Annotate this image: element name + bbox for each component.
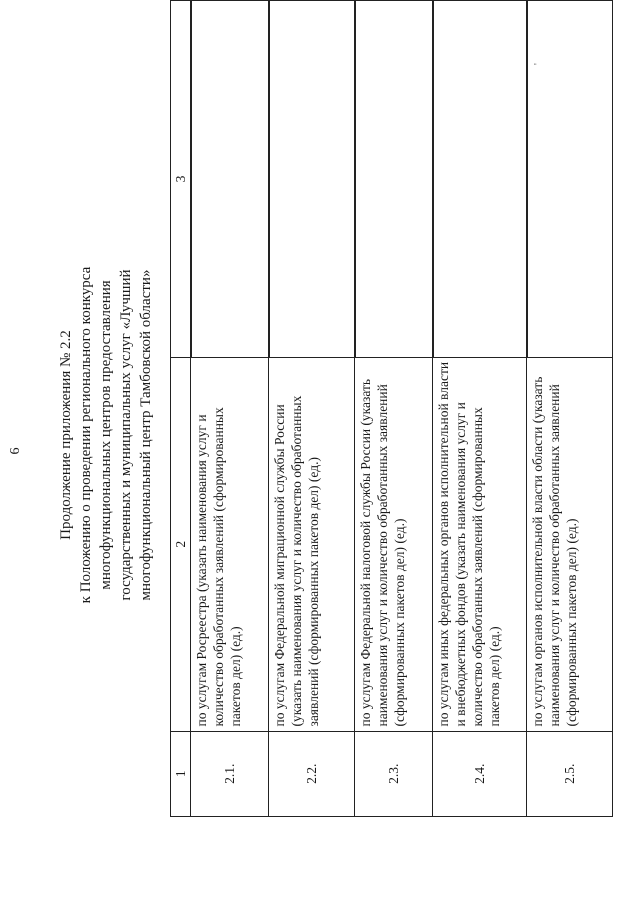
table-row xyxy=(269,1,355,817)
header-line: многофункциональный центр Тамбовской области» xyxy=(138,269,154,601)
row-description: по услугам иных федеральных органов исполнительной власти и внебюджетных фондов (указать наименования услуг и количество обработанных заявлений (сформированных пакетов дел) (ед.) xyxy=(433,357,527,731)
row-number: 2.5. xyxy=(527,731,613,816)
row-description: по услугам органов исполнительной власти области (указать наименования услуг и количество обработанных заявлений (сформированных пакетов дел) (ед.) xyxy=(527,357,613,731)
value-cell xyxy=(269,1,355,358)
value-cell xyxy=(355,1,433,358)
table-row xyxy=(355,1,433,817)
row-number: 2.2. xyxy=(269,731,355,816)
value-cell xyxy=(191,1,269,358)
row-description: по услугам Федеральной миграционной службы России (указать наименования услуг и количество обработанных заявлений (сформированных пакетов дел) (ед.) xyxy=(269,357,355,731)
header-line: многофункциональных центров предоставления xyxy=(98,280,114,590)
column-header: 3 xyxy=(171,1,191,358)
appendix-header xyxy=(56,35,156,835)
table-header-row xyxy=(171,1,191,817)
table-row xyxy=(433,1,527,817)
row-number: 2.3. xyxy=(355,731,433,816)
header-line: Продолжение приложения № 2.2 xyxy=(58,330,74,540)
scan-mark: ' xyxy=(533,63,544,65)
page-number: 6 xyxy=(8,447,23,455)
row-number: 2.4. xyxy=(433,731,527,816)
table-row xyxy=(191,1,269,817)
column-header: 2 xyxy=(171,357,191,731)
value-cell xyxy=(527,1,613,358)
column-header: 1 xyxy=(171,731,191,816)
header-line: к Положению о проведении регионального конкурса xyxy=(78,266,94,604)
value-cell xyxy=(433,1,527,358)
row-description: по услугам Росреестра (указать наименования услуг и количество обработанных заявлений (сформированных пакетов дел) (ед.) xyxy=(191,357,269,731)
services-table xyxy=(170,0,613,817)
header-line: государственных и муниципальных услуг «Лучший xyxy=(118,269,134,601)
row-description: по услугам Федеральной налоговой службы России (указать наименования услуг и количество обработанных заявлений (сформированных пакетов дел) (ед.) xyxy=(355,357,433,731)
row-number: 2.1. xyxy=(191,731,269,816)
table-row xyxy=(527,1,613,817)
